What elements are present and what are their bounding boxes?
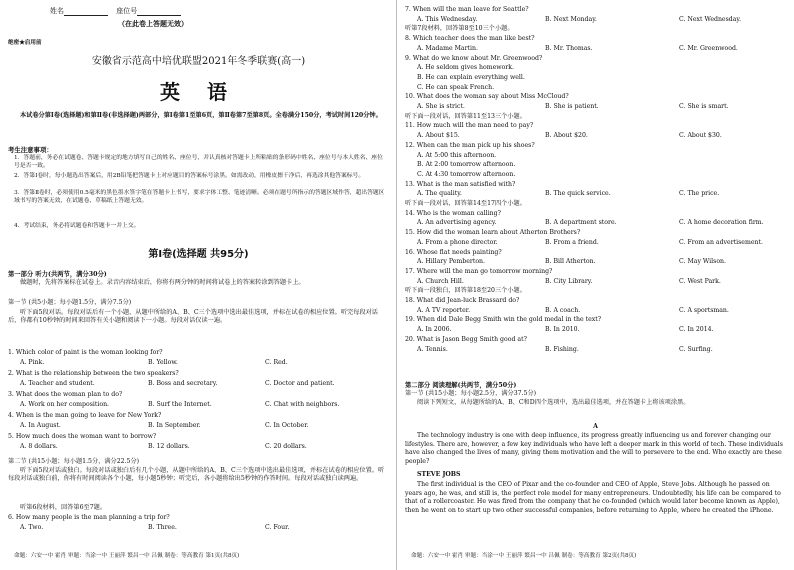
seat-underline bbox=[137, 9, 181, 16]
name-field bbox=[50, 6, 181, 16]
seat-label: 座位号 bbox=[116, 7, 138, 15]
option-b: B. Next Monday. bbox=[545, 15, 597, 23]
page-footer: 命题：六安一中 霍肖 审题：当涂一中 王丽萍 繁昌一中 吕佩 制卷：等高教育 第1页(共8页) bbox=[14, 553, 240, 559]
option-c: C. 20 dollars. bbox=[265, 443, 307, 450]
option-b: B. Yellow. bbox=[148, 359, 178, 366]
option-c: C. May Wilson. bbox=[679, 258, 726, 266]
option-a: A. 8 dollars. bbox=[20, 443, 58, 450]
option-a: A. Teacher and student. bbox=[20, 380, 95, 387]
q6-option-b: B. Three. bbox=[148, 524, 177, 531]
volume-title: 第Ⅰ卷(选择题 共95分) bbox=[148, 249, 249, 260]
option-c: C. The price. bbox=[679, 190, 720, 198]
question-stem: 7. When will the man leave for Seattle? bbox=[405, 6, 529, 13]
question-stem: 16. Whose flat needs painting? bbox=[405, 248, 502, 256]
notice-item: 2．答第Ⅰ卷时，每小题选出答案后，用2B铅笔把答题卡上对应题目的答案标号涂黑。如需改动，用橡皮擦干净后，再选涂其他答案标号。 bbox=[14, 173, 365, 179]
exam-title: 安徽省示范高中培优联盟2021年冬季联赛(高一) bbox=[91, 56, 306, 67]
option-b: B. The quick service. bbox=[545, 190, 611, 198]
part2-title: 第二部分 阅读理解(共两节，满分50分) bbox=[405, 382, 517, 389]
section2-title: 第二节 (共15小题；每小题1.5分，满分22.5分) bbox=[8, 458, 140, 465]
section-instruction: 听下面一段对话，回答第14至17四个小题。 bbox=[405, 200, 526, 207]
option-b: B. Surf the Internet. bbox=[148, 401, 212, 408]
question-stem: 8. Which teacher does the man like best? bbox=[405, 35, 535, 43]
notice-item: 1．答题前，务必在试题卷、答题卡规定的地方填写自己的姓名、座位号，并认真核对答题卡上所粘贴的条形码中姓名、座位号与本人姓名、座位号是否一致。 bbox=[14, 155, 383, 169]
passage-heading: STEVE JOBS bbox=[417, 471, 461, 478]
option-c: C. About $30. bbox=[679, 132, 722, 140]
passage-paragraph-2: The first individual is the CEO of Pixar and the co-founder and CEO of Apple, Steve Jobs. Although he passed on years ago, he was, and still is, the perfect role model for many entrepreneurs. Undoubtedly, his life can be compared to that of a rollercoaster. He was fired from the company that he co-founded (which would later become known as Apple), then he went on to start up two other successful companies, before returning to Apple, where he created the iPhone. bbox=[405, 481, 781, 514]
question-stem: 11. How much will the man need to pay? bbox=[405, 122, 534, 130]
option-a: A. This Wednesday. bbox=[417, 15, 478, 23]
q6-option-a: A. Two. bbox=[20, 524, 44, 531]
option-stacked: B. He can explain everything well. bbox=[417, 73, 525, 81]
secret-label: 绝密★启用前 bbox=[8, 40, 42, 46]
question-stem: 13. What is the man satisfied with? bbox=[405, 180, 516, 188]
option-c: C. Chat with neighbors. bbox=[265, 401, 340, 408]
option-a: A. In August. bbox=[20, 422, 61, 429]
option-stacked: A. He seldom gives homework. bbox=[417, 64, 514, 72]
notice-item: 4．考试结束，务必将试题卷和答题卡一并上交。 bbox=[14, 223, 140, 229]
part1-intro: 做题时，先将答案标在试卷上。录音内容结束后，你将有两分钟的时间将试卷上的答案转涂到答题卡上。 bbox=[20, 279, 305, 286]
section-instruction: 听下面一段独白，回答第18至20三个小题。 bbox=[405, 287, 526, 295]
option-b: B. Bill Atherton. bbox=[545, 258, 596, 266]
option-a: A. Tennis. bbox=[417, 345, 448, 353]
option-a: A. In 2006. bbox=[417, 326, 452, 334]
option-stacked: B. At 2:00 tomorrow afternoon. bbox=[417, 161, 516, 169]
name-underline bbox=[64, 9, 108, 16]
option-c: C. In 2014. bbox=[679, 326, 714, 334]
option-b: B. In 2010. bbox=[545, 326, 580, 334]
option-a: A. Madame Martin. bbox=[417, 44, 478, 52]
question-stem: 2. What is the relationship between the two speakers? bbox=[8, 370, 179, 377]
invalid-note: （在此卷上答题无效） bbox=[118, 19, 188, 28]
section-instruction: 听第7段材料，回答第8至10三个小题。 bbox=[405, 25, 514, 33]
question-stem: 5. How much does the woman want to borrow? bbox=[8, 433, 157, 440]
option-b: B. In September. bbox=[148, 422, 201, 429]
option-a: A. Hillary Pemberton. bbox=[417, 258, 486, 266]
option-c: C. She is smart. bbox=[679, 103, 729, 110]
option-b: B. 12 dollars. bbox=[148, 443, 190, 450]
option-stacked: C. At 4:30 tomorrow afternoon. bbox=[417, 170, 516, 178]
option-stacked: A. At 5:00 this afternoon. bbox=[417, 151, 497, 159]
option-b: B. Mr. Thomas. bbox=[545, 44, 593, 52]
q6-option-c: C. Four. bbox=[265, 524, 290, 531]
page-footer: 命题：六安一中 霍肖 审题：当涂一中 王丽萍 繁昌一中 吕佩 制卷：等高教育 第2页(共8页) bbox=[411, 553, 637, 559]
option-a: A. An advertising agency. bbox=[417, 219, 497, 227]
page-two bbox=[397, 0, 794, 570]
question-stem: 3. What does the woman plan to do? bbox=[8, 391, 123, 398]
option-a: A. From a phone director. bbox=[417, 238, 498, 246]
option-b: B. City Library. bbox=[545, 277, 593, 285]
option-a: A. Pink. bbox=[20, 359, 45, 366]
question-stem: 20. What is Jason Begg Smith good at? bbox=[405, 335, 527, 343]
passage-paragraph-1: The technology industry is one with deep influence, its progress greatly influencing us and forever changing our lifestyles. There are, however, a few key individuals who have left a deeper mark in this world of tech. These individuals have also changed the lives of many, giving them motivation and the will to persevere to the end. Who exactly are these people? bbox=[405, 432, 783, 465]
subject-title: 英 语 bbox=[160, 80, 237, 104]
option-a: A. Work on her composition. bbox=[20, 401, 110, 408]
question-stem: 19. When did Dale Begg Smith win the gold medal in the text? bbox=[405, 316, 602, 324]
option-a: A. A TV reporter. bbox=[417, 306, 471, 314]
option-c: C. A home decoration firm. bbox=[679, 219, 764, 227]
option-a: A. About $15. bbox=[417, 132, 460, 140]
option-b: B. About $20. bbox=[545, 132, 588, 140]
option-stacked: C. He can speak French. bbox=[417, 83, 495, 91]
option-c: C. A sportsman. bbox=[679, 306, 729, 314]
q6-stem: 6. How many people is the man planning a trip for? bbox=[8, 514, 170, 521]
option-c: C. Red. bbox=[265, 359, 288, 366]
option-c: C. Doctor and patient. bbox=[265, 380, 335, 387]
option-c: C. Mr. Greenwood. bbox=[679, 44, 738, 52]
section1-title: 第一节 (共5小题；每小题1.5分，满分7.5分) bbox=[8, 299, 132, 306]
question-stem: 15. How did the woman learn about Atherton Brothers? bbox=[405, 229, 581, 237]
option-b: B. She is patient. bbox=[545, 103, 599, 110]
question-stem: 14. Who is the woman calling? bbox=[405, 209, 501, 217]
part1-title: 第一部分 听力(共两节，满分30分) bbox=[8, 271, 107, 278]
section2-sub: 听第6段材料，回答第6至7题。 bbox=[20, 504, 107, 511]
question-stem: 12. When can the man pick up his shoes? bbox=[405, 141, 535, 149]
option-a: A. She is strict. bbox=[417, 103, 465, 110]
question-stem: 9. What do we know about Mr. Greenwood? bbox=[405, 54, 543, 62]
option-c: C. Surfing. bbox=[679, 345, 713, 353]
part2-intro: 阅读下列短文，从每题所给的A、B、C和D四个选项中，选出最佳选项，并在答题卡上将该项涂黑。 bbox=[417, 399, 690, 406]
option-a: A. Church Hill. bbox=[417, 277, 464, 285]
notice-title: 考生注意事项： bbox=[8, 146, 53, 154]
option-b: B. Boss and secretary. bbox=[148, 380, 218, 387]
option-b: B. Fishing. bbox=[545, 345, 579, 353]
question-stem: 4. When is the man going to leave for New York? bbox=[8, 412, 162, 419]
option-b: B. From a friend. bbox=[545, 238, 599, 246]
option-c: C. In October. bbox=[265, 422, 309, 429]
option-c: C. Next Wednesday. bbox=[679, 15, 742, 23]
question-stem: 1. Which color of paint is the woman looking for? bbox=[8, 349, 163, 356]
option-a: A. The quality. bbox=[417, 190, 462, 198]
section1-intro: 听下面5段对话。每段对话后有一个小题，从题中所给的A、B、C三个选项中选出最佳选项，并标在试卷的相应位置。听完每段对话后，你都有10秒钟的时间来回答有关小题和阅读下一小题。每段对话仅读一遍。 bbox=[8, 309, 378, 325]
notice-item: 3．答第Ⅱ卷时，必须使用0.5毫米的黑色墨水签字笔在答题卡上书写，要求字体工整、笔迹清晰。必须在题号所指示的答题区域作答，超出答题区域书写的答案无效，在试题卷、草稿纸上答题无效。 bbox=[14, 190, 385, 204]
question-stem: 10. What does the woman say about Miss McCloud? bbox=[405, 93, 569, 101]
option-b: B. A department store. bbox=[545, 219, 617, 227]
option-c: C. From an advertisement. bbox=[679, 238, 763, 246]
section-instruction: 听下面一段对话，回答第11至13三个小题。 bbox=[405, 112, 526, 120]
passage-label: A bbox=[593, 423, 598, 430]
exam-intro: 本试卷分第Ⅰ卷(选择题)和第Ⅱ卷(非选择题)两部分，第Ⅰ卷第1至第6页，第Ⅱ卷第7至第8页。全卷满分150分，考试时间120分钟。 bbox=[20, 112, 382, 119]
question-stem: 18. What did Jean-luck Brassard do? bbox=[405, 297, 520, 304]
part2-section1: 第一节 (共15小题；每小题2.5分，满分37.5分) bbox=[405, 390, 537, 397]
section2-intro: 听下面5段对话或独白。每段对话或独白后有几个小题，从题中所给的A、B、C三个选项中选出最佳选项，并标在试卷的相应位置。听每段对话或独白前，你将有时间阅读各个小题，每小题5秒钟；听完后，各小题将给出5秒钟的作答时间。每段对话或独白读两遍。 bbox=[8, 467, 385, 483]
question-stem: 17. Where will the man go tomorrow morning? bbox=[405, 267, 553, 275]
option-b: B. A coach. bbox=[545, 306, 581, 314]
name-label: 姓名 bbox=[50, 7, 64, 15]
option-c: C. West Park. bbox=[679, 277, 721, 285]
